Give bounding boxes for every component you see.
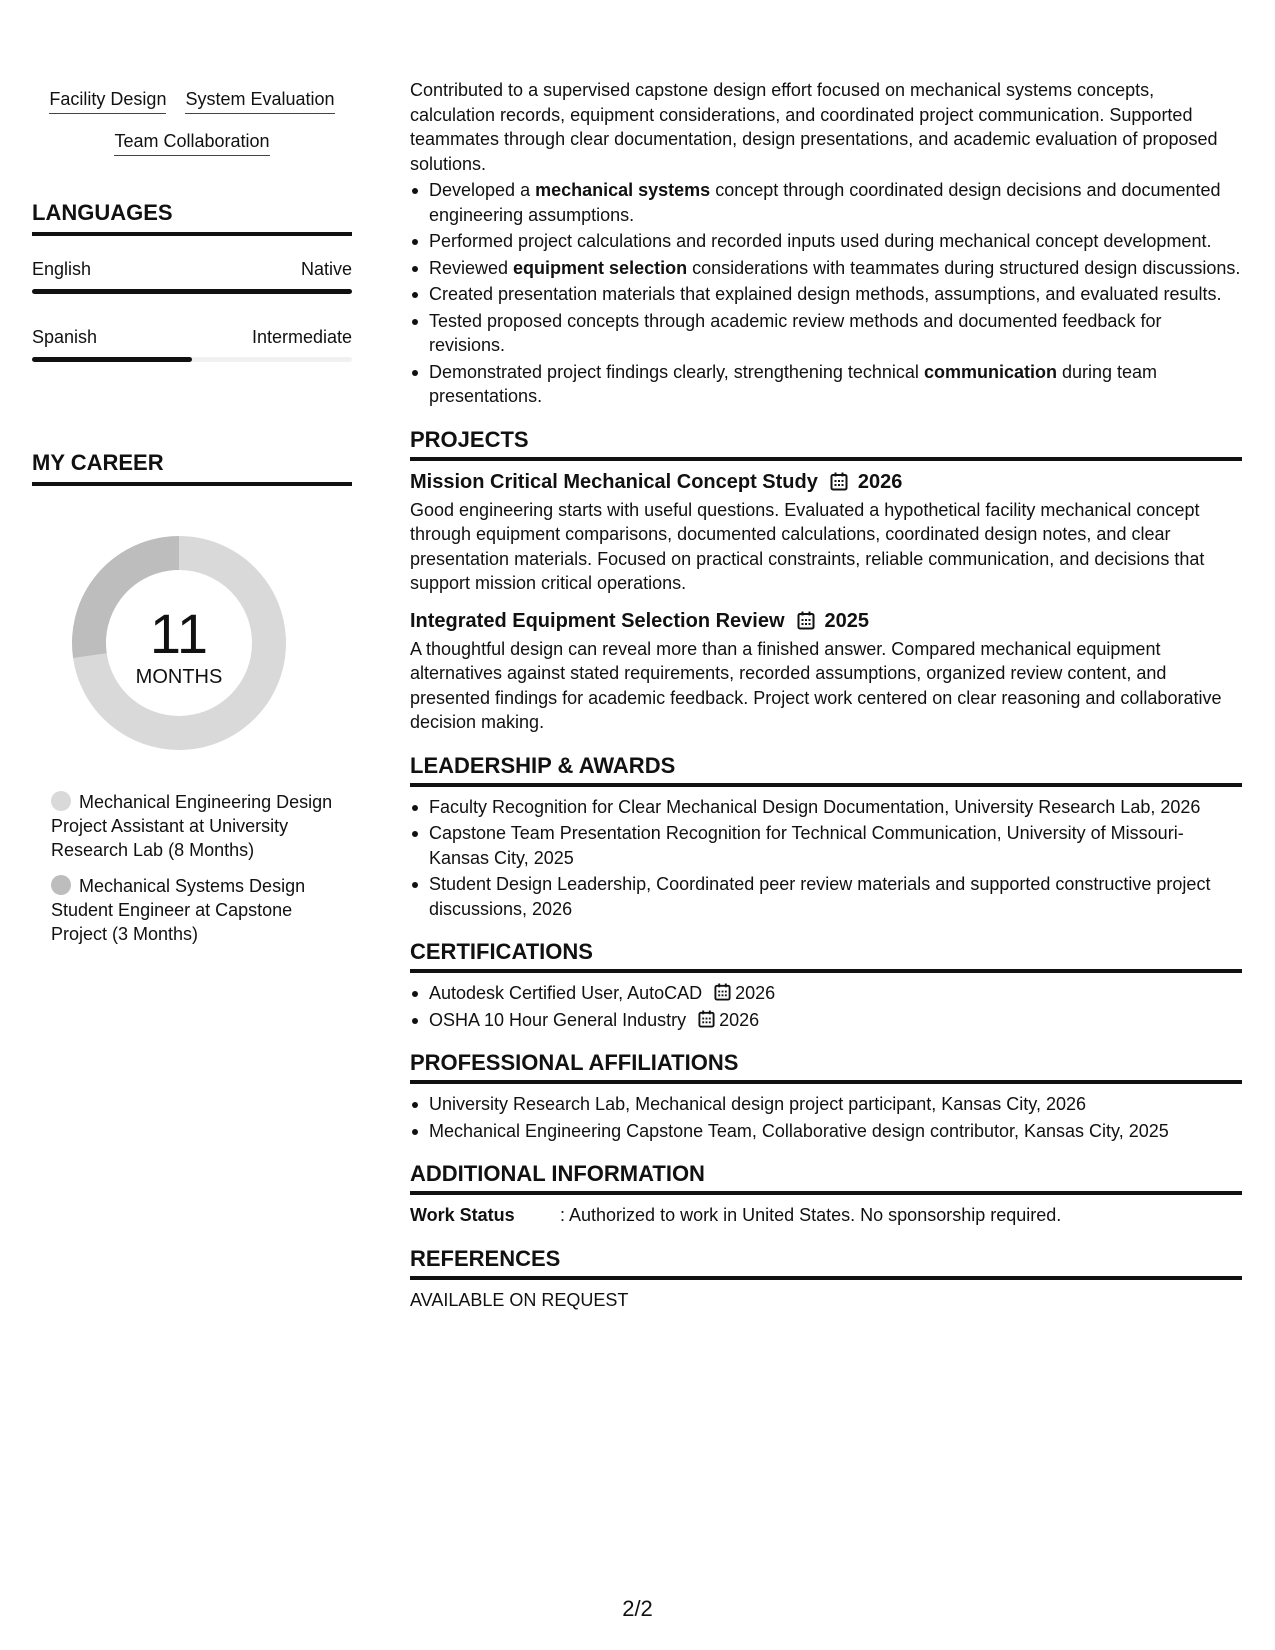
bullet-text: considerations with teammates during structured design discussions. (687, 257, 1241, 278)
certification-item (410, 1008, 1242, 1033)
project-name: Mission Critical Mechanical Concept Study (410, 470, 818, 493)
work-status-label: Work Status (410, 1205, 515, 1225)
leadership-item: Student Design Leadership, Coordinated peer review materials and supported constructive project discussions, 2026 (410, 872, 1242, 921)
project-year: 2026 (857, 470, 903, 493)
skill-tag: System Evaluation (185, 86, 334, 114)
career-heading: MY CAREER (32, 450, 352, 486)
experience-bullet (410, 282, 1242, 307)
languages-heading: LANGUAGES (32, 200, 352, 236)
career-item-text: Mechanical Engineering Design Project Assistant at University Research Lab (8 Months) (51, 792, 333, 860)
leadership-heading: LEADERSHIP & AWARDS (410, 753, 1242, 787)
bullet-text: concept through coordinated design decisions and documented engineering assumptions. (429, 180, 1221, 225)
work-status-row (410, 1203, 1242, 1228)
affiliations-list (410, 1092, 1242, 1143)
career-total-months: 11 (149, 602, 209, 665)
bullet-text: Created presentation materials that explained design methods, assumptions, and evaluated results. (429, 284, 1222, 304)
legend-dot-icon (51, 791, 71, 811)
calendar-icon (830, 472, 848, 491)
skill-tag: Team Collaboration (114, 128, 269, 156)
bullet-text: during team presentations. (429, 361, 1158, 406)
career-legend (51, 790, 341, 958)
experience-bullet (410, 229, 1242, 254)
calendar-icon (797, 611, 815, 630)
career-legend-item (51, 790, 341, 862)
experience-bullets (410, 178, 1242, 409)
language-row (32, 258, 352, 280)
language-proficiency-fill (32, 357, 192, 362)
certification-year: 2026 (735, 983, 776, 1003)
calendar-icon (698, 1010, 715, 1028)
language-proficiency-fill (32, 289, 352, 294)
certification-name: Autodesk Certified User, AutoCAD (429, 983, 703, 1003)
career-legend-item (51, 874, 341, 946)
project-title (410, 469, 1242, 495)
language-level: Intermediate (251, 327, 352, 347)
project-title (410, 608, 1242, 634)
experience-bullet (410, 178, 1242, 227)
bullet-text: Performed project calculations and recorded inputs used during mechanical concept development. (429, 231, 1212, 251)
project-year: 2025 (824, 609, 870, 632)
language-name: English (32, 259, 92, 279)
bullet-text: Tested proposed concepts through academic review methods and documented feedback for revisions. (429, 310, 1162, 355)
legend-dot-icon (51, 875, 71, 895)
additional-info-heading: ADDITIONAL INFORMATION (410, 1161, 1242, 1195)
language-row (32, 326, 352, 348)
certifications-heading: CERTIFICATIONS (410, 939, 1242, 973)
project-description: Good engineering starts with useful questions. Evaluated a hypothetical facility mechanical concept through equipment comparisons, documented calculations, coordinated design notes, and clear presentation materials. Focused on practical constraints, reliable communication, and decisions that support mission critical operations. (410, 499, 1205, 593)
career-total-unit: MONTHS (135, 666, 223, 688)
affiliation-item: University Research Lab, Mechanical design project participant, Kansas City, 2026 (410, 1092, 1242, 1117)
skills-list (32, 86, 352, 170)
experience-bullet (410, 309, 1242, 358)
language-level: Native (300, 259, 352, 279)
leadership-list (410, 795, 1242, 922)
skill-tag: Facility Design (49, 86, 166, 114)
certification-year: 2026 (719, 1009, 760, 1030)
bullet-keyword: communication (923, 361, 1057, 382)
leadership-item: Faculty Recognition for Clear Mechanical Design Documentation, University Research Lab, 2026 (410, 795, 1242, 820)
language-proficiency-bar (32, 357, 352, 362)
project-name: Integrated Equipment Selection Review (410, 609, 785, 632)
career-donut-chart (66, 530, 292, 756)
bullet-keyword: mechanical systems (535, 180, 711, 200)
page-number: 2/2 (622, 1596, 653, 1621)
experience-bullet (410, 256, 1242, 281)
affiliation-item: Mechanical Engineering Capstone Team, Collaborative design contributor, Kansas City, 2025 (410, 1119, 1242, 1144)
references-text: AVAILABLE ON REQUEST (410, 1289, 629, 1310)
main-content (410, 78, 1242, 1312)
experience-summary: Contributed to a supervised capstone design effort focused on mechanical systems concepts, calculation records, equipment considerations, and coordinated project communication. Supported teammates through clear documentation, design presentations, and academic evaluation of proposed solutions. (410, 80, 1218, 174)
project-description: A thoughtful design can reveal more than a finished answer. Compared mechanical equipment alternatives against stated requirements, recorded assumptions, organized review content, and presented findings for academic feedback. Project work centered on clear reasoning and collaborative decision making. (410, 638, 1222, 732)
certification-item (410, 981, 1242, 1006)
leadership-item: Capstone Team Presentation Recognition for Technical Communication, University of Missouri-Kansas City, 2025 (410, 821, 1242, 870)
language-proficiency-bar (32, 289, 352, 294)
work-status-value: : Authorized to work in United States. No sponsorship required. (560, 1205, 1062, 1225)
affiliations-heading: PROFESSIONAL AFFILIATIONS (410, 1050, 1242, 1084)
references-heading: REFERENCES (410, 1246, 1242, 1280)
experience-bullet (410, 360, 1242, 409)
language-name: Spanish (32, 327, 98, 347)
certifications-list (410, 981, 1242, 1032)
projects-heading: PROJECTS (410, 427, 1242, 461)
calendar-icon (714, 983, 731, 1001)
bullet-text: Demonstrated project findings clearly, strengthening technical (429, 361, 924, 382)
bullet-text: Developed a (429, 180, 536, 200)
bullet-keyword: equipment selection (513, 257, 688, 278)
certification-name: OSHA 10 Hour General Industry (429, 1009, 687, 1030)
bullet-text: Reviewed (429, 257, 514, 278)
career-item-text: Mechanical Systems Design Student Engineer at Capstone Project (3 Months) (51, 876, 306, 944)
